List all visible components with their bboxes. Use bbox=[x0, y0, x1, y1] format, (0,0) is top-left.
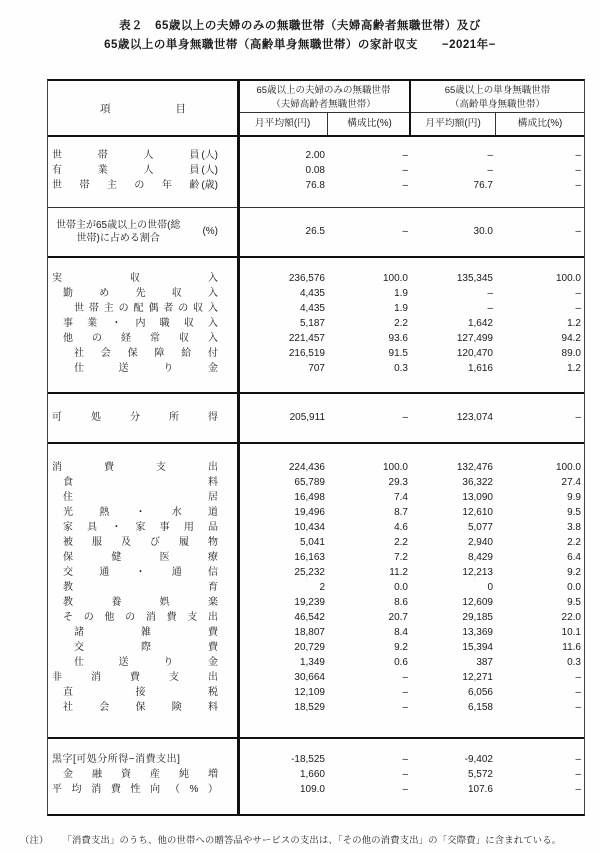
cell-couple-amount: 18,807 bbox=[294, 627, 325, 638]
cell-couple-amount: 216,519 bbox=[288, 348, 325, 359]
header-group-couple-subheader bbox=[238, 113, 409, 135]
table-title bbox=[0, 0, 600, 55]
row-label: 食料 bbox=[63, 477, 218, 488]
cell-single-ratio: – bbox=[575, 165, 581, 176]
table-title-line2: 65歳以上の単身無職世帯（高齢単身無職世帯）の家計収支 −2021年− bbox=[104, 39, 496, 51]
cell-single-amount: – bbox=[487, 165, 493, 176]
row-label: 非消費支出 bbox=[52, 672, 218, 683]
section-balance bbox=[48, 739, 584, 814]
cell-single-amount: 135,345 bbox=[456, 273, 493, 284]
table-row bbox=[48, 301, 584, 316]
row-label: 有業人員 bbox=[52, 165, 200, 176]
table-row bbox=[48, 700, 584, 715]
cell-couple-amount: 5,187 bbox=[299, 318, 325, 329]
header-single-ratio-label: 構成比(%) bbox=[517, 118, 563, 129]
cell-single-amount: 29,185 bbox=[462, 612, 493, 623]
section-expenditure bbox=[48, 444, 584, 739]
cell-couple-amount: 76.8 bbox=[305, 180, 325, 191]
cell-single-amount: 132,476 bbox=[456, 462, 493, 473]
cell-couple-amount: 20,729 bbox=[294, 642, 325, 653]
cell-couple-amount: 25,232 bbox=[294, 567, 325, 578]
cell-single-amount: 0 bbox=[487, 582, 493, 593]
row-label-cell bbox=[48, 505, 238, 520]
table-row bbox=[48, 331, 584, 346]
row-label: 家具・家事用品 bbox=[63, 522, 218, 533]
cell-single-amount: 107.6 bbox=[467, 784, 493, 795]
row-unit: (人) bbox=[201, 165, 218, 176]
cell-single-ratio: 1.2 bbox=[567, 363, 581, 374]
row-label: 仕送り金 bbox=[74, 657, 218, 668]
cell-couple-ratio: – bbox=[402, 226, 408, 237]
cell-single-ratio: – bbox=[575, 702, 581, 713]
table-row bbox=[48, 640, 584, 655]
cell-single-amount: 5,572 bbox=[467, 769, 493, 780]
row-label-cell bbox=[48, 550, 238, 565]
cell-couple-amount: 16,498 bbox=[294, 492, 325, 503]
table-row bbox=[48, 361, 584, 376]
section-income bbox=[48, 258, 584, 394]
cell-single-ratio: 100.0 bbox=[555, 462, 581, 473]
cell-single-ratio: 11.6 bbox=[562, 642, 581, 653]
row-label: 世帯主の配偶者の収入 bbox=[74, 303, 218, 314]
cell-single-amount: 15,394 bbox=[462, 642, 493, 653]
cell-single-amount: 127,499 bbox=[456, 333, 493, 344]
cell-couple-amount: 46,542 bbox=[294, 612, 325, 623]
row-unit: (%) bbox=[202, 226, 218, 238]
row-label: 被服及び履物 bbox=[63, 537, 218, 548]
cell-single-ratio: – bbox=[575, 180, 581, 191]
row-label-cell bbox=[48, 670, 238, 685]
cell-single-ratio: 2.2 bbox=[567, 537, 581, 548]
cell-single-ratio: – bbox=[575, 288, 581, 299]
cell-couple-ratio: 11.2 bbox=[389, 567, 408, 578]
cell-single-ratio: – bbox=[575, 754, 581, 765]
cell-single-ratio: 3.8 bbox=[567, 522, 581, 533]
row-label-cell bbox=[48, 625, 238, 640]
row-label-cell bbox=[48, 316, 238, 331]
row-label-cell bbox=[48, 460, 238, 475]
cell-couple-ratio: – bbox=[402, 769, 408, 780]
cell-single-ratio: 10.1 bbox=[561, 627, 581, 638]
row-label-cell bbox=[48, 301, 238, 316]
header-group-couple-line2: （夫婦高齢者無職世帯） bbox=[271, 98, 376, 110]
row-label-cell bbox=[48, 595, 238, 610]
cell-single-amount: 12,609 bbox=[462, 597, 493, 608]
cell-single-amount: 2,940 bbox=[467, 537, 493, 548]
cell-single-ratio: 9.5 bbox=[567, 507, 581, 518]
row-label-cell bbox=[48, 655, 238, 670]
table-row bbox=[48, 346, 584, 361]
table-row bbox=[48, 655, 584, 670]
row-label-cell bbox=[48, 475, 238, 490]
cell-couple-ratio: – bbox=[402, 180, 408, 191]
cell-couple-ratio: 7.4 bbox=[394, 492, 408, 503]
cell-couple-ratio: 29.3 bbox=[388, 477, 408, 488]
table-row bbox=[48, 316, 584, 331]
row-label-cell bbox=[48, 640, 238, 655]
table-title-line1: 表２ 65歳以上の夫婦のみの無職世帯（夫婦高齢者無職世帯）及び bbox=[119, 20, 481, 32]
header-groups bbox=[238, 81, 584, 135]
cell-single-ratio: 9.9 bbox=[567, 492, 581, 503]
cell-single-ratio: – bbox=[575, 412, 581, 423]
cell-couple-amount: 221,457 bbox=[288, 333, 325, 344]
row-label-cell bbox=[48, 286, 238, 301]
cell-single-amount: 1,642 bbox=[467, 318, 493, 329]
cell-couple-ratio: 8.4 bbox=[394, 627, 408, 638]
cell-couple-amount: 0.08 bbox=[305, 165, 325, 176]
cell-couple-ratio: – bbox=[402, 150, 408, 161]
row-label: 直接税 bbox=[63, 687, 218, 698]
row-label: 金融資産純増 bbox=[63, 769, 218, 780]
table-row bbox=[48, 271, 584, 286]
table-row bbox=[48, 178, 584, 193]
footnote bbox=[20, 832, 600, 846]
table-row bbox=[48, 752, 584, 767]
header-group-single-line2: （高齢単身無職世帯） bbox=[449, 98, 545, 110]
header-group-single-subheader bbox=[411, 113, 584, 135]
row-label-cell bbox=[48, 346, 238, 361]
cell-single-amount: 6,056 bbox=[467, 687, 493, 698]
cell-couple-amount: 30,664 bbox=[294, 672, 325, 683]
cell-couple-amount: 4,435 bbox=[299, 303, 325, 314]
cell-couple-ratio: 7.2 bbox=[394, 552, 408, 563]
cell-couple-ratio: 2.2 bbox=[394, 318, 408, 329]
cell-couple-ratio: – bbox=[402, 754, 408, 765]
header-group-couple bbox=[238, 81, 411, 135]
cell-couple-amount: 16,163 bbox=[294, 552, 325, 563]
cell-couple-ratio: – bbox=[402, 784, 408, 795]
cell-single-amount: – bbox=[487, 288, 493, 299]
row-label: 可処分所得 bbox=[52, 412, 218, 423]
cell-single-ratio: 94.2 bbox=[561, 333, 581, 344]
section-disposable bbox=[48, 394, 584, 444]
header-item-cell bbox=[48, 81, 238, 135]
cell-single-ratio: – bbox=[575, 769, 581, 780]
cell-couple-ratio: 91.5 bbox=[388, 348, 408, 359]
cell-couple-amount: 707 bbox=[308, 363, 325, 374]
cell-couple-amount: 2.00 bbox=[305, 150, 325, 161]
row-unit: (人) bbox=[201, 150, 218, 161]
row-label-cell bbox=[48, 361, 238, 376]
table-row bbox=[48, 505, 584, 520]
cell-single-amount: 12,610 bbox=[462, 507, 493, 518]
row-label: 実収入 bbox=[52, 273, 218, 284]
row-label: 教育 bbox=[63, 582, 218, 593]
cell-single-ratio: – bbox=[575, 784, 581, 795]
cell-couple-ratio: 8.7 bbox=[394, 507, 408, 518]
cell-single-ratio: – bbox=[575, 303, 581, 314]
table-row bbox=[48, 520, 584, 535]
cell-single-ratio: 1.2 bbox=[567, 318, 581, 329]
table-row bbox=[48, 670, 584, 685]
header-group-couple-line1: 65歳以上の夫婦のみの無職世帯 bbox=[256, 85, 391, 96]
cell-single-amount: 76.7 bbox=[473, 180, 493, 191]
row-label: 光熱・水道 bbox=[63, 507, 218, 518]
row-label-cell bbox=[48, 700, 238, 715]
row-label: 教養娯楽 bbox=[63, 597, 218, 608]
table-row bbox=[48, 610, 584, 625]
table-body bbox=[48, 137, 584, 814]
cell-couple-ratio: 100.0 bbox=[382, 273, 408, 284]
cell-single-amount: -9,402 bbox=[464, 754, 493, 765]
row-label-cell bbox=[48, 163, 238, 178]
row-label: 事業・内職収入 bbox=[63, 318, 218, 329]
table-row bbox=[48, 625, 584, 640]
cell-couple-ratio: 0.6 bbox=[394, 657, 408, 668]
table-row bbox=[48, 208, 584, 256]
item-column-divider bbox=[237, 81, 240, 814]
cell-single-amount: 6,158 bbox=[467, 702, 493, 713]
row-label: 諸雑費 bbox=[74, 627, 218, 638]
row-label: 交通・通信 bbox=[63, 567, 218, 578]
cell-couple-amount: 5,041 bbox=[299, 537, 325, 548]
cell-couple-ratio: – bbox=[402, 412, 408, 423]
row-label-cell bbox=[48, 148, 238, 163]
cell-couple-amount: 65,789 bbox=[294, 477, 325, 488]
footnote-label: （注） bbox=[20, 835, 49, 845]
cell-single-ratio: 9.5 bbox=[567, 597, 581, 608]
header-single-amount-label: 月平均額(円) bbox=[411, 113, 496, 135]
cell-couple-amount: 26.5 bbox=[305, 226, 325, 237]
cell-single-ratio: 0.3 bbox=[567, 657, 581, 668]
cell-single-amount: 120,470 bbox=[456, 348, 493, 359]
row-label: 消費支出 bbox=[52, 462, 218, 473]
header-couple-amount-label: 月平均額(円) bbox=[238, 113, 328, 135]
header-group-single-title bbox=[411, 81, 584, 113]
table-row bbox=[48, 163, 584, 178]
row-label: 世帯主の年齢 bbox=[52, 180, 200, 191]
row-label: 世帯人員 bbox=[52, 150, 200, 161]
table-row bbox=[48, 782, 584, 797]
cell-single-ratio: 27.4 bbox=[561, 477, 581, 488]
table-row bbox=[48, 580, 584, 595]
table-row bbox=[48, 490, 584, 505]
cell-single-ratio: 89.0 bbox=[561, 348, 581, 359]
cell-single-amount: 123,074 bbox=[456, 412, 493, 423]
cell-single-ratio: – bbox=[575, 226, 581, 237]
row-label: 住居 bbox=[63, 492, 218, 503]
cell-couple-amount: -18,525 bbox=[291, 754, 325, 765]
table-row bbox=[48, 410, 584, 425]
cell-single-amount: 36,322 bbox=[462, 477, 493, 488]
row-label-cell bbox=[48, 580, 238, 595]
row-label: 社会保険料 bbox=[63, 702, 218, 713]
cell-single-amount: 13,369 bbox=[462, 627, 493, 638]
cell-single-amount: 12,213 bbox=[462, 567, 493, 578]
cell-couple-ratio: 1.9 bbox=[394, 303, 408, 314]
cell-single-ratio: 100.0 bbox=[555, 273, 581, 284]
cell-couple-amount: 2 bbox=[319, 582, 325, 593]
header-group-couple-title bbox=[238, 81, 409, 113]
table-row bbox=[48, 148, 584, 163]
cell-single-ratio: 9.2 bbox=[567, 567, 581, 578]
cell-couple-ratio: 2.2 bbox=[394, 537, 408, 548]
row-label: 保健医療 bbox=[63, 552, 218, 563]
header-group-single-line1: 65歳以上の単身無職世帯 bbox=[444, 85, 551, 96]
statistics-table bbox=[47, 79, 585, 816]
row-label-cell bbox=[48, 410, 238, 425]
header-group-single bbox=[411, 81, 584, 135]
cell-single-ratio: – bbox=[575, 687, 581, 698]
row-label-cell bbox=[48, 767, 238, 782]
cell-couple-ratio: 1.9 bbox=[394, 288, 408, 299]
table-row bbox=[48, 565, 584, 580]
cell-single-ratio: 0.0 bbox=[567, 582, 581, 593]
cell-couple-ratio: 0.3 bbox=[394, 363, 408, 374]
cell-couple-amount: 224,436 bbox=[288, 462, 325, 473]
header-couple-ratio-label: 構成比(%) bbox=[347, 118, 392, 129]
table-row bbox=[48, 286, 584, 301]
row-label-cell bbox=[48, 685, 238, 700]
cell-single-ratio: – bbox=[575, 672, 581, 683]
row-label-cell bbox=[48, 271, 238, 286]
row-label bbox=[48, 208, 238, 256]
cell-couple-ratio: – bbox=[402, 702, 408, 713]
cell-single-amount: 30.0 bbox=[473, 226, 493, 237]
header-item-label: 項目 bbox=[100, 102, 186, 115]
row-label: 平均消費性向（%） bbox=[52, 784, 218, 795]
cell-single-amount: 1,616 bbox=[467, 363, 493, 374]
row-label-cell bbox=[48, 178, 238, 193]
cell-couple-ratio: 93.6 bbox=[388, 333, 408, 344]
cell-couple-ratio: 0.0 bbox=[394, 582, 408, 593]
cell-single-ratio: – bbox=[575, 150, 581, 161]
cell-single-amount: 387 bbox=[476, 657, 493, 668]
cell-couple-ratio: 100.0 bbox=[382, 462, 408, 473]
row-label: 勤め先収入 bbox=[63, 288, 218, 299]
footnote-text: 「消費支出」のうち、他の世帯への贈答品やサービスの支出は、「その他の消費支出」の「交際費」に含まれている。 bbox=[62, 835, 562, 845]
cell-couple-amount: 1,660 bbox=[299, 769, 325, 780]
cell-single-ratio: 6.4 bbox=[567, 552, 581, 563]
row-unit: (歳) bbox=[201, 180, 218, 191]
row-label: 交際費 bbox=[74, 642, 218, 653]
row-label-cell bbox=[48, 752, 238, 767]
cell-couple-amount: 18,529 bbox=[294, 702, 325, 713]
cell-couple-ratio: 4.6 bbox=[394, 522, 408, 533]
cell-single-amount: – bbox=[487, 150, 493, 161]
cell-couple-amount: 19,496 bbox=[294, 507, 325, 518]
cell-couple-amount: 236,576 bbox=[288, 273, 325, 284]
row-label-lines: 世帯主が65歳以上の世帯(総 世帯)に占める割合 bbox=[56, 219, 181, 244]
row-label-cell bbox=[48, 565, 238, 580]
row-label-cell bbox=[48, 331, 238, 346]
cell-couple-ratio: – bbox=[402, 165, 408, 176]
cell-single-amount: – bbox=[487, 303, 493, 314]
cell-couple-amount: 1,349 bbox=[299, 657, 325, 668]
cell-single-amount: 12,271 bbox=[462, 672, 493, 683]
cell-single-amount: 5,077 bbox=[467, 522, 493, 533]
cell-single-ratio: 22.0 bbox=[561, 612, 581, 623]
cell-single-amount: 13,090 bbox=[462, 492, 493, 503]
table-row bbox=[48, 460, 584, 475]
table-row bbox=[48, 685, 584, 700]
row-label-cell bbox=[48, 782, 238, 797]
row-label: 社会保障給付 bbox=[74, 348, 218, 359]
cell-couple-amount: 205,911 bbox=[289, 412, 325, 423]
table-row bbox=[48, 550, 584, 565]
row-label-cell bbox=[48, 520, 238, 535]
cell-couple-ratio: 20.7 bbox=[388, 612, 408, 623]
table-row bbox=[48, 767, 584, 782]
cell-couple-ratio: – bbox=[402, 687, 408, 698]
cell-couple-amount: 109.0 bbox=[299, 784, 325, 795]
section-share bbox=[48, 208, 584, 258]
row-label: 他の経常収入 bbox=[63, 333, 218, 344]
cell-couple-amount: 19,239 bbox=[294, 597, 325, 608]
row-label-cell bbox=[48, 490, 238, 505]
cell-couple-ratio: 9.2 bbox=[394, 642, 408, 653]
table-header bbox=[48, 81, 584, 137]
row-label-cell bbox=[48, 610, 238, 625]
cell-couple-amount: 12,109 bbox=[294, 687, 325, 698]
row-label-cell bbox=[48, 535, 238, 550]
row-label: その他の消費支出 bbox=[63, 612, 218, 623]
cell-couple-ratio: – bbox=[402, 672, 408, 683]
cell-single-amount: 8,429 bbox=[467, 552, 493, 563]
table-row bbox=[48, 475, 584, 490]
section-household bbox=[48, 137, 584, 208]
row-label: 仕送り金 bbox=[74, 363, 218, 374]
row-label: 黒字[可処分所得−消費支出] bbox=[52, 754, 181, 765]
cell-couple-amount: 10,434 bbox=[294, 522, 325, 533]
cell-couple-amount: 4,435 bbox=[299, 288, 325, 299]
table-row bbox=[48, 535, 584, 550]
table-row bbox=[48, 595, 584, 610]
cell-couple-ratio: 8.6 bbox=[394, 597, 408, 608]
